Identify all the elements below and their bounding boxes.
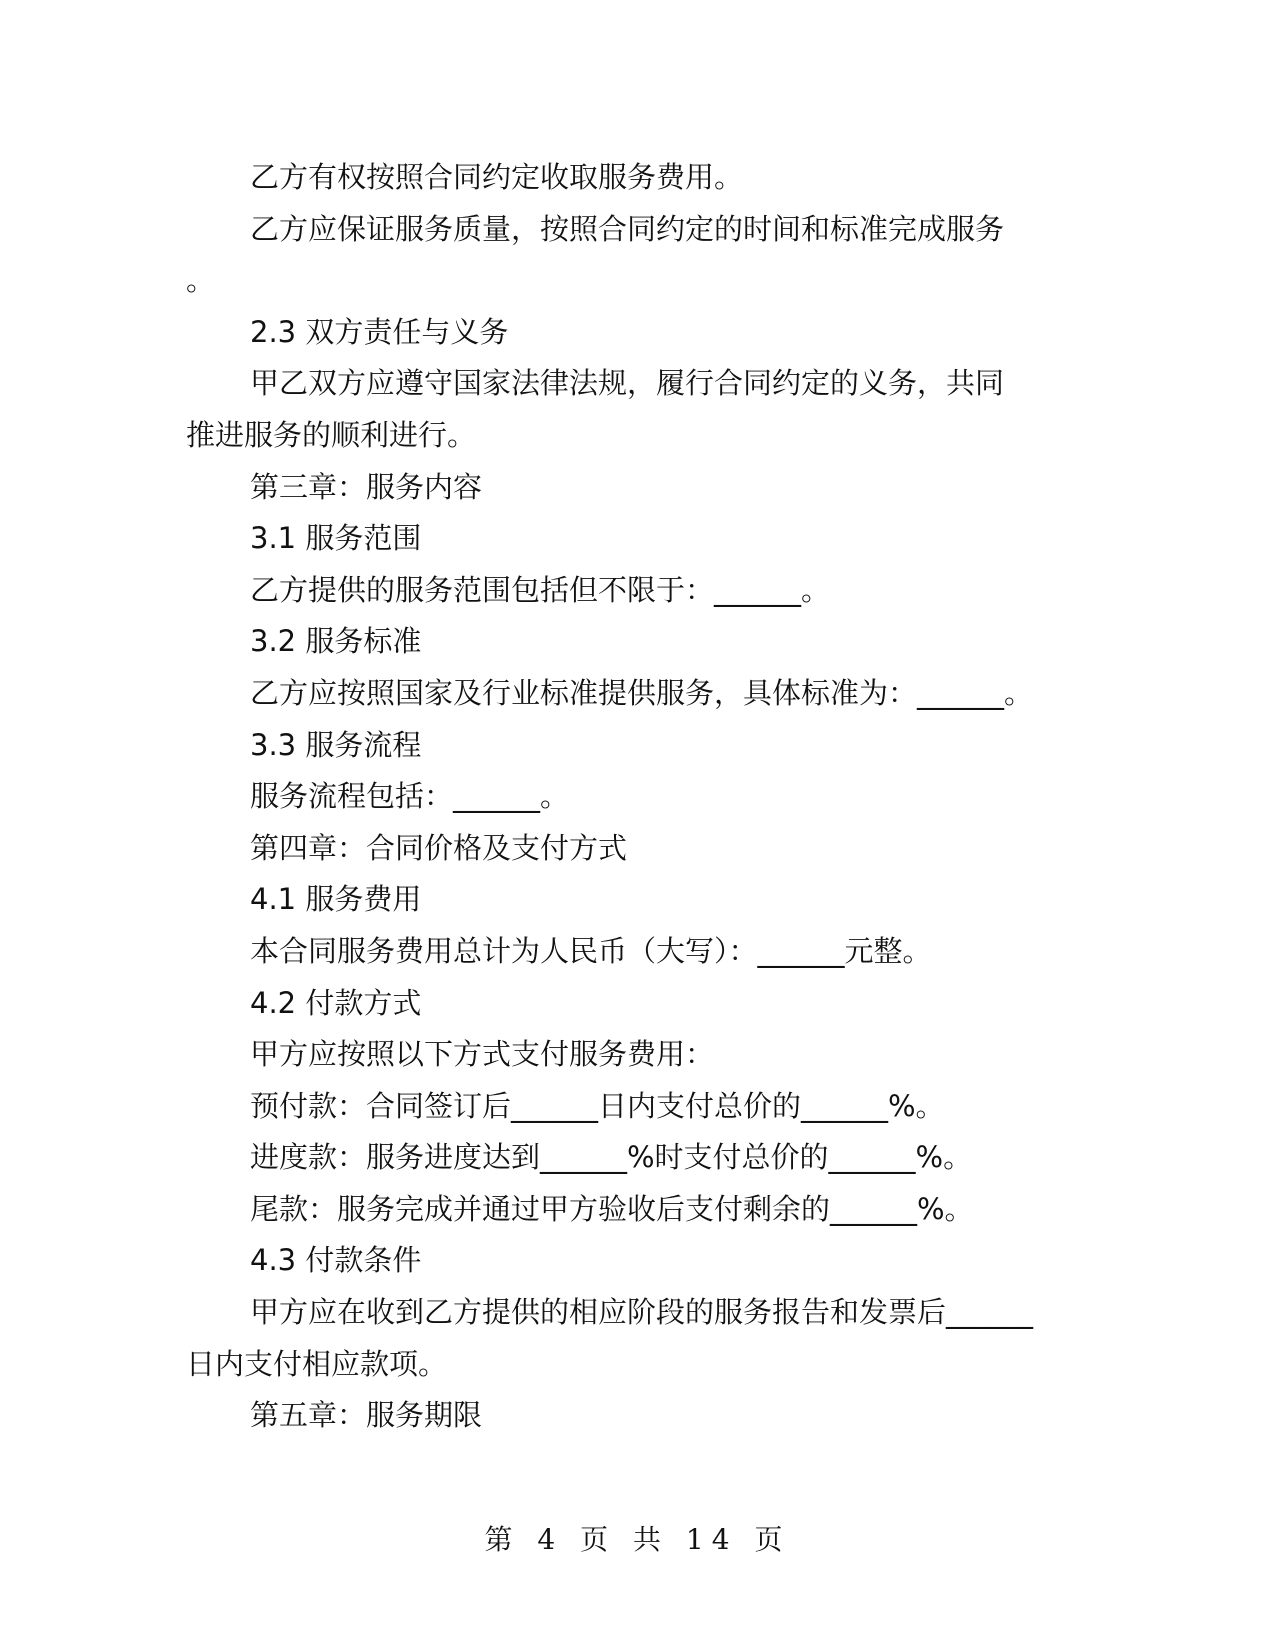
paragraph-line: 3.1 服务范围 — [250, 521, 422, 556]
paragraph-line: 4.3 付款条件 — [250, 1243, 422, 1278]
paragraph-line: 第五章：服务期限 — [250, 1398, 483, 1433]
paragraph-line: 预付款：合同签订后______日内支付总价的______%。 — [250, 1088, 945, 1123]
paragraph-line: 乙方有权按照合同约定收取服务费用。 — [250, 160, 744, 194]
paragraph-line: 4.2 付款方式 — [250, 985, 422, 1020]
document-body — [186, 152, 1086, 1442]
paragraph-line: 。 — [186, 263, 216, 298]
paragraph-line: 服务流程包括：______。 — [250, 779, 570, 814]
paragraph-line: 甲方应在收到乙方提供的相应阶段的服务报告和发票后______ — [250, 1295, 1034, 1330]
paragraph-line: 进度款：服务进度达到______%时支付总价的______%。 — [250, 1140, 973, 1175]
paragraph-line: 3.3 服务流程 — [250, 727, 422, 762]
paragraph-line: 第三章：服务内容 — [250, 469, 483, 504]
paragraph-line: 第四章：合同价格及支付方式 — [250, 830, 628, 865]
paragraph-line: 本合同服务费用总计为人民币（大写）：______元整。 — [250, 933, 932, 968]
paragraph-line: 乙方提供的服务范围包括但不限于：______。 — [250, 572, 831, 607]
page-footer: 第 4 页 共 14 页 — [484, 1523, 791, 1556]
paragraph-line: 日内支付相应款项。 — [186, 1346, 448, 1381]
paragraph-line: 乙方应按照国家及行业标准提供服务，具体标准为：______。 — [250, 675, 1034, 710]
paragraph-line: 2.3 双方责任与义务 — [250, 314, 509, 349]
paragraph-line: 甲方应按照以下方式支付服务费用： — [250, 1037, 715, 1072]
paragraph-line: 乙方应保证服务质量，按照合同约定的时间和标准完成服务 — [250, 211, 1005, 246]
paragraph-line: 3.2 服务标准 — [250, 624, 422, 659]
paragraph-line: 4.1 服务费用 — [250, 882, 422, 917]
paragraph-line: 推进服务的顺利进行。 — [186, 417, 477, 452]
paragraph-line: 甲乙双方应遵守国家法律法规，履行合同约定的义务，共同 — [250, 366, 1005, 401]
paragraph-line: 尾款：服务完成并通过甲方验收后支付剩余的______%。 — [250, 1191, 974, 1226]
